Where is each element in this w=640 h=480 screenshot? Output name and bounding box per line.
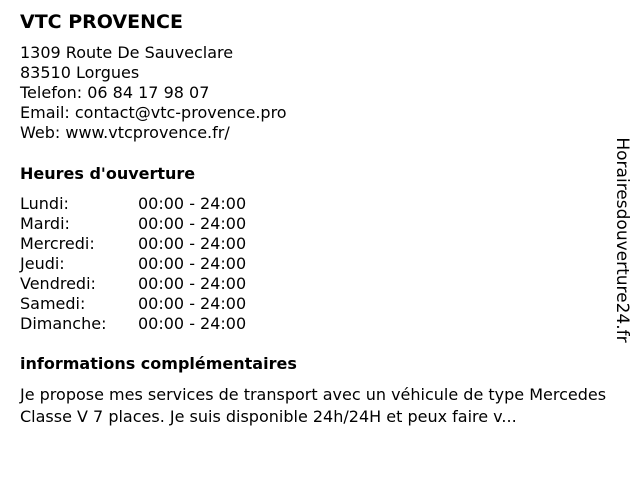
day-hours: 00:00 - 24:00 <box>138 314 247 333</box>
email-line: Email: contact@vtc-provence.pro <box>20 103 287 122</box>
day-label: Vendredi: <box>20 274 96 293</box>
hours-heading: Heures d'ouverture <box>20 164 196 183</box>
day-label: Mardi: <box>20 214 70 233</box>
site-watermark: Horairesdouverture24.fr <box>612 137 632 343</box>
hours-row-saturday <box>20 294 610 314</box>
info-text: Je propose mes services de transport avec un véhicule de type Mercedes Classe V 7 places. Je suis disponible 24h/24H et peux faire v... <box>20 385 607 426</box>
day-hours: 00:00 - 24:00 <box>138 274 247 293</box>
hours-row-monday <box>20 194 610 214</box>
hours-row-wednesday <box>20 234 610 254</box>
day-label: Lundi: <box>20 194 69 213</box>
day-hours: 00:00 - 24:00 <box>138 294 247 313</box>
info-heading: informations complémentaires <box>20 354 297 373</box>
hours-row-friday <box>20 274 610 294</box>
address-city: 83510 Lorgues <box>20 63 140 82</box>
day-hours: 00:00 - 24:00 <box>138 214 247 233</box>
web-line: Web: www.vtcprovence.fr/ <box>20 123 230 142</box>
day-label: Dimanche: <box>20 314 107 333</box>
hours-row-sunday <box>20 314 610 334</box>
day-hours: 00:00 - 24:00 <box>138 194 247 213</box>
phone-line: Telefon: 06 84 17 98 07 <box>20 83 210 102</box>
hours-row-tuesday <box>20 214 610 234</box>
day-label: Mercredi: <box>20 234 95 253</box>
day-label: Jeudi: <box>20 254 65 273</box>
business-card <box>20 10 610 428</box>
hours-row-thursday <box>20 254 610 274</box>
day-hours: 00:00 - 24:00 <box>138 254 247 273</box>
address-street: 1309 Route De Sauveclare <box>20 43 234 62</box>
business-name: VTC PROVENCE <box>20 11 183 33</box>
day-label: Samedi: <box>20 294 86 313</box>
day-hours: 00:00 - 24:00 <box>138 234 247 253</box>
hours-table <box>20 194 610 334</box>
